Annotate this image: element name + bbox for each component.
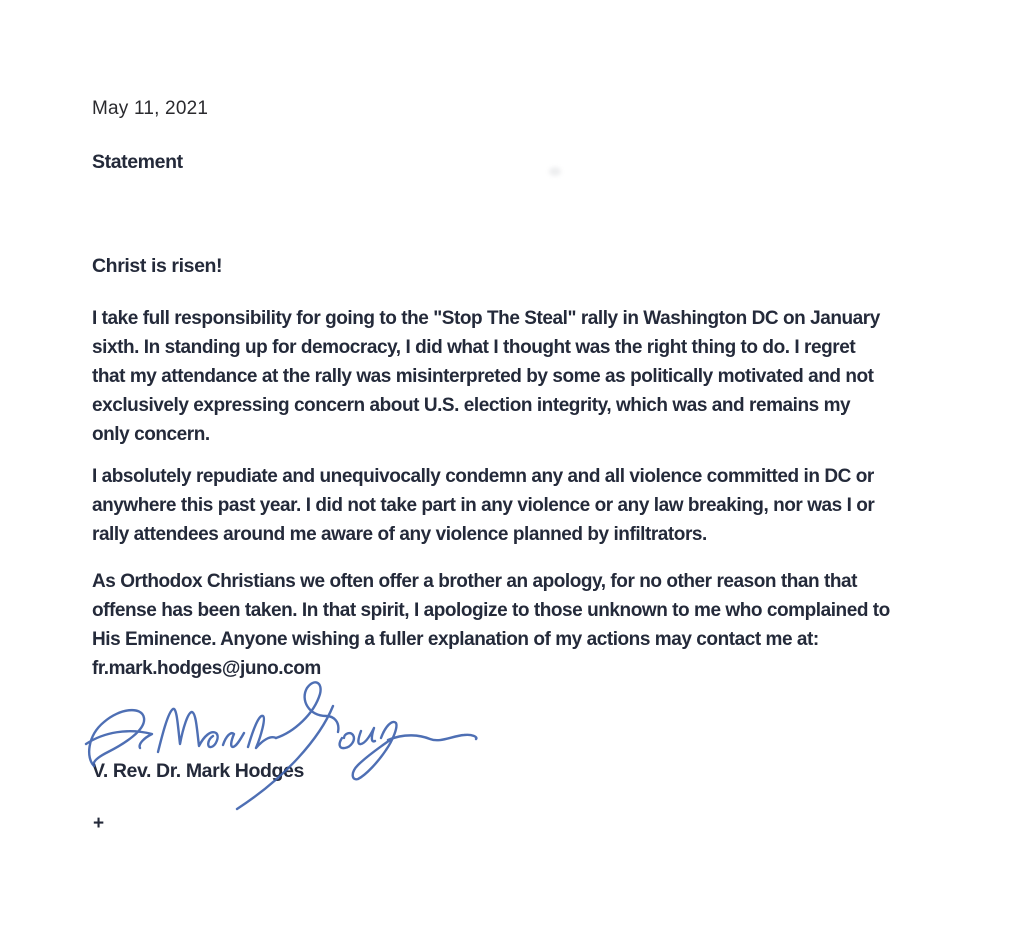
paragraph-line: offense has been taken. In that spirit, I apologize to those unknown to me who complained to [92,600,890,621]
cross-mark: + [93,813,104,834]
signature-stroke-big-loop [276,682,338,738]
letter-title: Statement [92,151,183,173]
paragraph-line: His Eminence. Anyone wishing a fuller explanation of my actions may contact me at: [92,629,819,650]
paragraph-line: I take full responsibility for going to the "Stop The Steal" rally in Washington DC on January [92,308,880,329]
contact-email: fr.mark.hodges@juno.com [92,658,321,679]
signature-stroke-tail [388,735,476,740]
paragraph-line: anywhere this past year. I did not take part in any violence or any law breaking, nor was I or [92,495,875,516]
handwritten-signature [80,678,490,830]
signature-stroke-odg [340,722,397,779]
signature-stroke-diagonal [237,706,333,809]
paragraph-responsibility [92,304,972,449]
paragraph-line: I absolutely repudiate and unequivocally condemn any and all violence committed in DC or [92,466,874,487]
paragraph-line: only concern. [92,424,210,445]
signer-printed-name: V. Rev. Dr. Mark Hodges [92,760,304,782]
signature-stroke-fr-monogram [86,710,152,766]
paragraph-line: sixth. In standing up for democracy, I did what I thought was the right thing to do. I regret [92,337,856,358]
scan-smudge-artifact [549,167,561,176]
paragraph-line: rally attendees around me aware of any violence planned by infiltrators. [92,524,707,545]
paragraph-line: As Orthodox Christians we often offer a brother an apology, for no other reason than that [92,571,858,592]
letter-date: May 11, 2021 [92,98,209,119]
paragraph-apology [92,567,972,683]
paragraph-line: that my attendance at the rally was misinterpreted by some as politically motivated and not [92,366,874,387]
letter-greeting: Christ is risen! [92,255,223,277]
signature-stroke-mark [158,709,276,752]
paragraph-repudiation [92,462,972,549]
paragraph-line: exclusively expressing concern about U.S. election integrity, which was and remains my [92,395,851,416]
